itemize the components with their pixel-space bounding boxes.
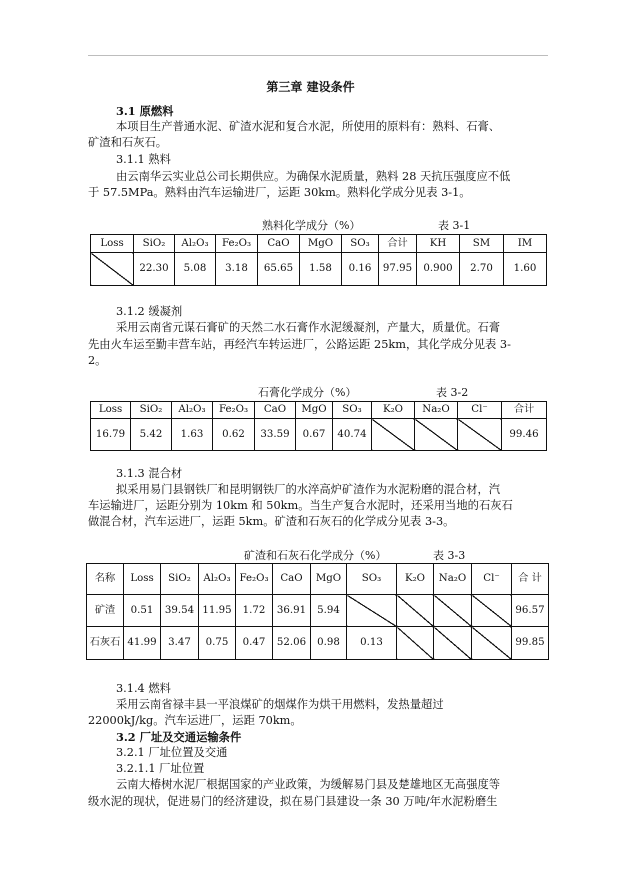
table3-header-cell: Cl⁻ bbox=[472, 564, 512, 595]
table2-empty-cell bbox=[372, 419, 415, 451]
table3-row-name: 石灰石 bbox=[87, 627, 124, 660]
table3-value-cell: 0.75 bbox=[199, 627, 236, 660]
table3-value-cell: 99.85 bbox=[512, 627, 549, 660]
table-clinker-composition bbox=[90, 234, 547, 286]
table1-header-cell: KH bbox=[417, 235, 460, 253]
table2-caption: 石膏化学成分（%） bbox=[258, 386, 357, 399]
table3-value-cell: 0.13 bbox=[347, 627, 397, 660]
table3-row-name: 矿渣 bbox=[87, 595, 124, 627]
table1-header-cell: 合计 bbox=[379, 235, 417, 253]
table3-header-cell: SO₃ bbox=[347, 564, 397, 595]
table2-header-cell: Loss bbox=[91, 402, 131, 419]
section-heading-3-1-4: 3.1.4 燃料 bbox=[116, 682, 171, 695]
table1-header-cell: Loss bbox=[91, 235, 134, 253]
table1-caption: 熟料化学成分（%） bbox=[262, 219, 361, 232]
table3-value-cell: 0.51 bbox=[124, 595, 161, 627]
table3-value-cell: 52.06 bbox=[273, 627, 311, 660]
section-heading-3-2-1: 3.2.1 厂址位置及交通 bbox=[116, 746, 228, 759]
table3-header-cell: 合 计 bbox=[512, 564, 549, 595]
table1-value-cell: 22.30 bbox=[134, 253, 175, 286]
chapter-title: 第三章 建设条件 bbox=[266, 80, 355, 94]
table2-value-cell: 99.46 bbox=[502, 419, 547, 451]
table2-value-cell: 1.63 bbox=[172, 419, 213, 451]
table2-header-cell: CaO bbox=[255, 402, 296, 419]
table3-value-cell: 96.57 bbox=[512, 595, 549, 627]
table2-header-cell: K₂O bbox=[372, 402, 415, 419]
table1-empty-cell bbox=[91, 253, 134, 286]
table1-value-cell: 0.900 bbox=[417, 253, 460, 286]
table3-header-cell: 名称 bbox=[87, 564, 124, 595]
table2-empty-cell bbox=[415, 419, 458, 451]
table3-empty-cell bbox=[347, 595, 397, 627]
table1-header-cell: SO₃ bbox=[342, 235, 379, 253]
table1-value-cell: 0.16 bbox=[342, 253, 379, 286]
table2-header-cell: MgO bbox=[296, 402, 333, 419]
table3-caption: 矿渣和石灰石化学成分（%） bbox=[244, 549, 387, 562]
table3-header-cell: Loss bbox=[124, 564, 161, 595]
table1-value-cell: 65.65 bbox=[258, 253, 300, 286]
table2-value-cell: 5.42 bbox=[131, 419, 172, 451]
table2-header-cell: Cl⁻ bbox=[458, 402, 502, 419]
section-heading-3-1-3: 3.1.3 混合材 bbox=[116, 467, 183, 480]
section-heading-3-2-1-1: 3.2.1.1 厂址位置 bbox=[116, 762, 205, 775]
table3-empty-cell bbox=[472, 595, 512, 627]
table3-value-cell: 11.95 bbox=[199, 595, 236, 627]
table2-empty-cell bbox=[458, 419, 502, 451]
paragraph-line: 由云南华云实业总公司长期供应。为确保水泥质量，熟料 28 天抗压强度应不低 bbox=[116, 170, 511, 183]
table1-value-cell: 1.58 bbox=[300, 253, 342, 286]
header-rule bbox=[88, 55, 548, 56]
paragraph-line: 2。 bbox=[88, 354, 107, 367]
table3-empty-cell bbox=[472, 627, 512, 660]
table3-header-cell: K₂O bbox=[397, 564, 434, 595]
table3-header-cell: Al₂O₃ bbox=[199, 564, 236, 595]
table3-header-cell: SiO₂ bbox=[161, 564, 199, 595]
table3-label: 表 3-3 bbox=[433, 549, 466, 562]
table2-value-cell: 33.59 bbox=[255, 419, 296, 451]
table1-header-cell: CaO bbox=[258, 235, 300, 253]
paragraph-line: 采用云南省元谋石膏矿的天然二水石膏作水泥缓凝剂，产量大，质量优。石膏 bbox=[116, 321, 501, 334]
table3-empty-cell bbox=[397, 627, 434, 660]
table3-value-cell: 1.72 bbox=[236, 595, 273, 627]
table2-header-cell: SO₃ bbox=[333, 402, 372, 419]
table2-header-cell: Al₂O₃ bbox=[172, 402, 213, 419]
table3-header-cell: Fe₂O₃ bbox=[236, 564, 273, 595]
table3-empty-cell bbox=[397, 595, 434, 627]
table2-value-cell: 40.74 bbox=[333, 419, 372, 451]
table2-header-cell: 合计 bbox=[502, 402, 547, 419]
table1-value-cell: 3.18 bbox=[216, 253, 258, 286]
table1-value-cell: 97.95 bbox=[379, 253, 417, 286]
table1-header-cell: SM bbox=[460, 235, 504, 253]
table1-header-cell: IM bbox=[504, 235, 547, 253]
paragraph-line: 本项目生产普通水泥、矿渣水泥和复合水泥，所使用的原料有：熟料、石膏、 bbox=[116, 120, 501, 133]
table3-value-cell: 0.47 bbox=[236, 627, 273, 660]
paragraph-line: 云南大椿树水泥厂根据国家的产业政策，为缓解易门县及楚雄地区无高强度等 bbox=[116, 778, 501, 791]
table3-header-cell: CaO bbox=[273, 564, 311, 595]
section-heading-3-2: 3.2 厂址及交通运输条件 bbox=[116, 730, 242, 744]
table2-label: 表 3-2 bbox=[436, 386, 469, 399]
table3-value-cell: 3.47 bbox=[161, 627, 199, 660]
table3-value-cell: 41.99 bbox=[124, 627, 161, 660]
section-heading-3-1: 3.1 原燃料 bbox=[116, 104, 174, 118]
table2-value-cell: 0.62 bbox=[213, 419, 255, 451]
table1-header-cell: SiO₂ bbox=[134, 235, 175, 253]
paragraph-line: 矿渣和石灰石。 bbox=[88, 136, 168, 149]
paragraph-line: 车运输进厂，运距分别为 10km 和 50km。当生产复合水泥时，还采用当地的石灰石 bbox=[88, 499, 513, 512]
table2-value-cell: 0.67 bbox=[296, 419, 333, 451]
table1-value-cell: 2.70 bbox=[460, 253, 504, 286]
table3-header-cell: Na₂O bbox=[434, 564, 472, 595]
table1-header-cell: Fe₂O₃ bbox=[216, 235, 258, 253]
section-heading-3-1-1: 3.1.1 熟料 bbox=[116, 153, 171, 166]
paragraph-line: 于 57.5MPa。熟料由汽车运输进厂，运距 30km。熟料化学成分见表 3-1。 bbox=[88, 186, 471, 199]
table3-value-cell: 39.54 bbox=[161, 595, 199, 627]
paragraph-line: 拟采用易门县钢铁厂和昆明钢铁厂的水淬高炉矿渣作为水泥粉磨的混合材，汽 bbox=[116, 483, 501, 496]
paragraph-line: 做混合材，汽车运进厂，运距 5km。矿渣和石灰石的化学成分见表 3-3。 bbox=[88, 515, 455, 528]
table1-value-cell: 5.08 bbox=[175, 253, 216, 286]
table3-empty-cell bbox=[434, 627, 472, 660]
table3-value-cell: 5.94 bbox=[311, 595, 347, 627]
table2-value-cell: 16.79 bbox=[91, 419, 131, 451]
table3-header-cell: MgO bbox=[311, 564, 347, 595]
table-gypsum-composition bbox=[90, 401, 547, 451]
paragraph-line: 采用云南省禄丰县一平浪煤矿的烟煤作为烘干用燃料，发热量超过 bbox=[116, 698, 444, 711]
table1-value-cell: 1.60 bbox=[504, 253, 547, 286]
paragraph-line: 级水泥的现状，促进易门的经济建设，拟在易门县建设一条 30 万吨/年水泥粉磨生 bbox=[88, 795, 498, 808]
table1-header-cell: MgO bbox=[300, 235, 342, 253]
table2-header-cell: SiO₂ bbox=[131, 402, 172, 419]
table1-label: 表 3-1 bbox=[438, 219, 471, 232]
table3-empty-cell bbox=[434, 595, 472, 627]
table1-header-cell: Al₂O₃ bbox=[175, 235, 216, 253]
table-slag-limestone-composition bbox=[86, 563, 549, 660]
paragraph-line: 22000kJ/kg。汽车运进厂，运距 70km。 bbox=[88, 714, 302, 727]
table3-value-cell: 0.98 bbox=[311, 627, 347, 660]
table2-header-cell: Na₂O bbox=[415, 402, 458, 419]
paragraph-line: 先由火车运至勤丰营车站，再经汽车转运进厂，公路运距 25km，其化学成分见表 3- bbox=[88, 338, 511, 351]
section-heading-3-1-2: 3.1.2 缓凝剂 bbox=[116, 305, 183, 318]
table3-value-cell: 36.91 bbox=[273, 595, 311, 627]
table2-header-cell: Fe₂O₃ bbox=[213, 402, 255, 419]
